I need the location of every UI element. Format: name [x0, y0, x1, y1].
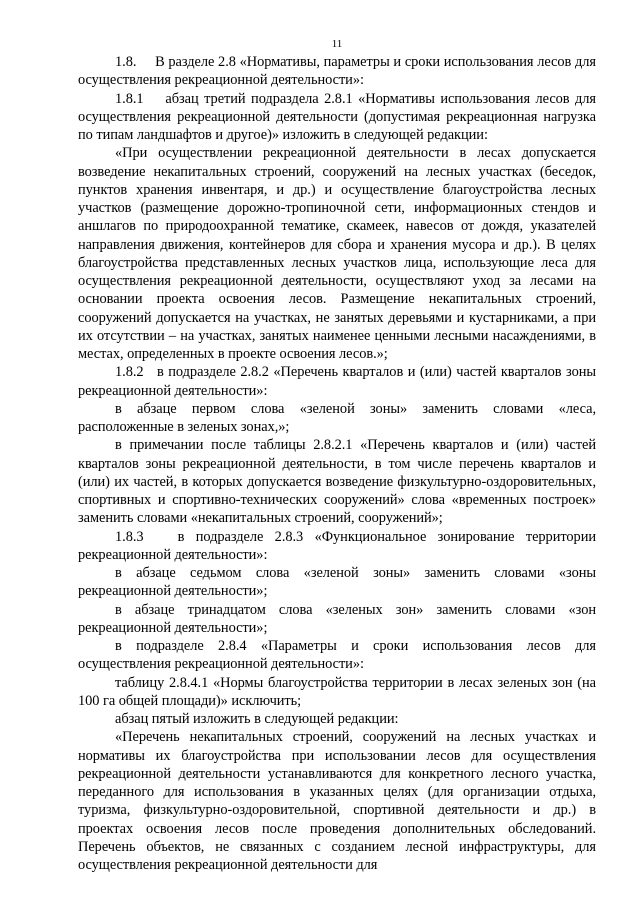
paragraph-thirteenth-abzac: в абзаце тринадцатом слова «зеленых зон» заменить словами «зон рекреационной деятельности»;: [78, 601, 596, 636]
paragraph-2-8-4: в подразделе 2.8.4 «Параметры и сроки использования лесов для осуществления рекреационной деятельности»:: [78, 638, 596, 673]
document-page: [78, 38, 596, 874]
paragraph-table-exclude: таблицу 2.8.4.1 «Нормы благоустройства территории в лесах зеленых зон (на 100 га общей площади)» исключить;: [78, 674, 596, 709]
paragraph-first-abzac: в абзаце первом слова «зеленой зоны» заменить словами «леса, расположенные в зеленых зонах,»;: [78, 400, 596, 435]
paragraph-quote-list: «Перечень некапитальных строений, сооружений на лесных участках и нормативы их благоустройства при использовании лесов для осуществления рекреационной деятельности устанавливаются для конкретного лесного участка, переданного для использования в указанных целях (для организации отдыха, туризма, физкультурно-оздоровительной, спортивной деятельности и др.) в проектах освоения лесов после проведения дополнительных обследований. Перечень объектов, не связанных с созданием лесной инфраструктуры, для осуществления рекреационной деятельности для: [78, 729, 596, 873]
paragraph-1-8-3: 1.8.3 в подразделе 2.8.3 «Функциональное зонирование территории рекреационной деятельности»:: [78, 528, 596, 563]
paragraph-quote-recreation: «При осуществлении рекреационной деятельности в лесах допускается возведение некапитальных строений, сооружений на лесных участках (беседок, пунктов хранения инвентаря, и др.) и осуществление благоустройства лесных участков (размещение дорожно-тропиночной сети, информационных стендов и аншлагов по природоохранной тематике, скамеек, навесов от дождя, указателей направления движения, контейнеров для сбора и хранения мусора и др.). В целях благоустройства представленных лесных участков лица, использующие леса для осуществления рекреационной деятельности, осуществляют уход за лесами на основании проекта освоения лесов. Размещение некапитальных строений, сооружений допускается на участках, не занятых деревьями и кустарниками, а при их отсутствии – на участках, занятых наименее ценными лесными насаждениями, в местах, определенных в проекте освоения лесов.»;: [78, 145, 596, 362]
paragraph-1-8-1: 1.8.1 абзац третий подраздела 2.8.1 «Нормативы использования лесов для осуществления рекреационной деятельности (допустимая рекреационная нагрузка по типам ландшафтов и другое)» изложить в следующей редакции:: [78, 90, 596, 143]
paragraph-note-table: в примечании после таблицы 2.8.2.1 «Перечень кварталов и (или) частей кварталов зоны рекреационной деятельности, в том числе перечень кварталов и (или) их частей, в которых допускается возведение физкультурно-оздоровительных, спортивных и спортивно-технических сооружений» слова «временных построек» заменить словами «некапитальных строений, сооружений»;: [78, 437, 596, 527]
paragraph-seventh-abzac: в абзаце седьмом слова «зеленой зоны» заменить словами «зоны рекреационной деятельности»;: [78, 565, 596, 600]
paragraph-fifth-abzac: абзац пятый изложить в следующей редакции:: [115, 711, 399, 727]
page-number: 11: [331, 38, 343, 50]
paragraph-1-8: 1.8. В разделе 2.8 «Нормативы, параметры и сроки использования лесов для осуществления рекреационной деятельности»:: [78, 54, 596, 89]
paragraph-1-8-2: 1.8.2 в подразделе 2.8.2 «Перечень кварталов и (или) частей кварталов зоны рекреационной деятельности»:: [78, 364, 596, 399]
